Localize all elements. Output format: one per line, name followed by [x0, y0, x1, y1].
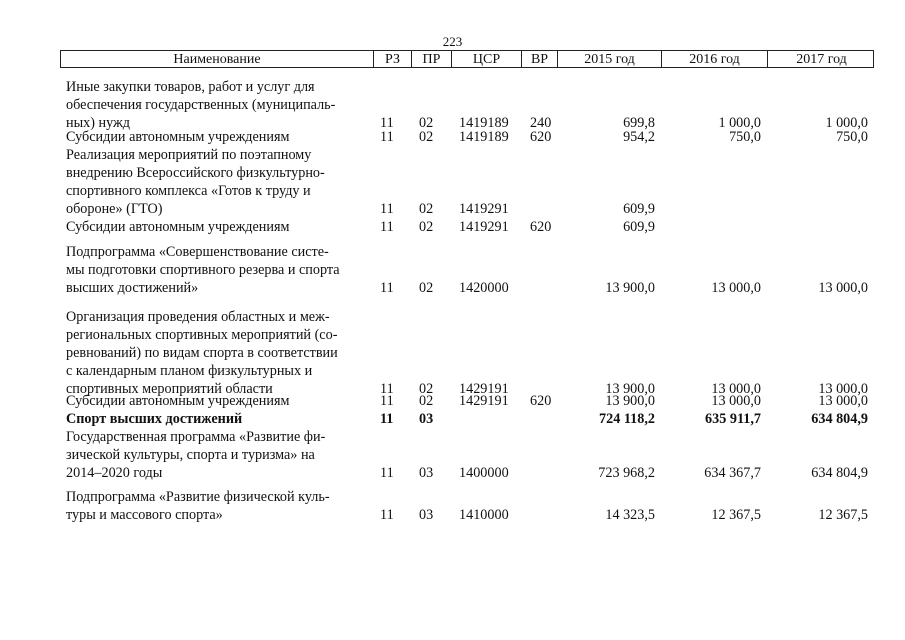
cell-vr: 620 [530, 129, 552, 145]
cell-y2017: 13 000,0 [818, 280, 868, 296]
row-name-line: региональных спортивных мероприятий (со- [66, 327, 338, 343]
cell-pr: 02 [419, 381, 434, 397]
cell-pr: 02 [419, 201, 434, 217]
cell-y2016: 635 911,7 [705, 411, 761, 427]
cell-rz: 11 [380, 201, 394, 217]
row-name [66, 410, 366, 428]
row-name-line: туры и массового спорта» [66, 507, 223, 523]
row-name-line: Субсидии автономным учреждениям [66, 393, 290, 409]
cell-rz: 11 [380, 507, 394, 523]
cell-y2015: 724 118,2 [599, 411, 655, 427]
row-name-line: Субсидии автономным учреждениям [66, 129, 290, 145]
row-name-line: Подпрограмма «Развитие физической куль- [66, 489, 330, 505]
cell-pr: 02 [419, 280, 434, 296]
cell-y2015: 13 900,0 [605, 393, 655, 409]
cell-y2015: 14 323,5 [605, 507, 655, 523]
row-name-line: мы подготовки спортивного резерва и спорта [66, 262, 340, 278]
row-name [66, 128, 366, 146]
cell-y2015: 609,9 [623, 219, 655, 235]
row-name [66, 146, 366, 218]
cell-y2016: 1 000,0 [718, 115, 761, 131]
cell-csr: 1410000 [459, 507, 509, 523]
cell-rz: 11 [380, 129, 394, 145]
header-name: Наименование [61, 51, 374, 67]
cell-y2016: 13 000,0 [711, 393, 761, 409]
cell-y2017: 634 804,9 [811, 411, 868, 427]
cell-vr: 620 [530, 393, 552, 409]
cell-y2017: 13 000,0 [818, 393, 868, 409]
header-rz: РЗ [374, 51, 412, 67]
row-name-line: Государственная программа «Развитие фи- [66, 429, 326, 445]
row-name [66, 78, 366, 132]
cell-rz: 11 [380, 381, 394, 397]
row-name-line: спортивного комплекса «Готов к труду и [66, 183, 311, 199]
cell-csr: 1400000 [459, 465, 509, 481]
row-name-line: ревнований) по видам спорта в соответствии [66, 345, 338, 361]
row-name-line: Реализация мероприятий по поэтапному [66, 147, 312, 163]
row-name-line: обеспечения государственных (муниципаль- [66, 97, 336, 113]
row-name-line: Спорт высших достижений [66, 411, 243, 427]
cell-pr: 03 [419, 507, 434, 523]
row-name [66, 488, 366, 524]
cell-y2016: 13 000,0 [711, 280, 761, 296]
row-name-line: внедрению Всероссийского физкультурно- [66, 165, 325, 181]
cell-y2017: 12 367,5 [818, 507, 868, 523]
row-name [66, 428, 366, 482]
cell-csr: 1420000 [459, 280, 509, 296]
cell-csr: 1429191 [459, 393, 509, 409]
row-name-line: с календарным планом физкультурных и [66, 363, 313, 379]
cell-rz: 11 [380, 115, 394, 131]
cell-y2015: 699,8 [623, 115, 655, 131]
cell-csr: 1429191 [459, 381, 509, 397]
cell-y2016: 13 000,0 [711, 381, 761, 397]
cell-csr: 1419189 [459, 129, 509, 145]
header-vr: ВР [522, 51, 558, 67]
row-name [66, 218, 366, 236]
cell-pr: 03 [419, 411, 434, 427]
row-name-line: зической культуры, спорта и туризма» на [66, 447, 315, 463]
row-name-line: спортивных мероприятий области [66, 381, 273, 397]
row-name [66, 308, 366, 398]
cell-y2016: 634 367,7 [704, 465, 761, 481]
row-name [66, 392, 366, 410]
row-name-line: Организация проведения областных и меж- [66, 309, 330, 325]
cell-y2015: 13 900,0 [605, 280, 655, 296]
cell-y2016: 750,0 [729, 129, 761, 145]
cell-csr: 1419291 [459, 201, 509, 217]
cell-y2015: 954,2 [623, 129, 655, 145]
cell-y2017: 750,0 [836, 129, 868, 145]
row-name-line: Подпрограмма «Совершенствование систе- [66, 244, 329, 260]
header-pr: ПР [412, 51, 452, 67]
cell-y2016: 12 367,5 [711, 507, 761, 523]
cell-y2015: 723 968,2 [598, 465, 655, 481]
cell-rz: 11 [380, 465, 394, 481]
cell-rz: 11 [380, 411, 394, 427]
row-name [66, 243, 366, 297]
row-name-line: ных) нужд [66, 115, 131, 131]
page-number: 223 [442, 34, 463, 49]
header-csr: ЦСР [452, 51, 522, 67]
header-2016: 2016 год [662, 51, 768, 67]
cell-csr: 1419189 [459, 115, 509, 131]
row-name-line: Субсидии автономным учреждениям [66, 219, 290, 235]
cell-y2017: 634 804,9 [811, 465, 868, 481]
cell-pr: 02 [419, 129, 434, 145]
row-name-line: 2014–2020 годы [66, 465, 163, 481]
cell-y2015: 609,9 [623, 201, 655, 217]
cell-pr: 02 [419, 393, 434, 409]
cell-vr: 620 [530, 219, 552, 235]
row-name-line: высших достижений» [66, 280, 199, 296]
cell-csr: 1419291 [459, 219, 509, 235]
header-2015: 2015 год [558, 51, 662, 67]
cell-rz: 11 [380, 280, 394, 296]
row-name-line: обороне» (ГТО) [66, 201, 163, 217]
cell-rz: 11 [380, 393, 394, 409]
cell-y2017: 1 000,0 [825, 115, 868, 131]
cell-y2015: 13 900,0 [605, 381, 655, 397]
cell-y2017: 13 000,0 [818, 381, 868, 397]
cell-pr: 03 [419, 465, 434, 481]
row-name-line: Иные закупки товаров, работ и услуг для [66, 79, 315, 95]
table-header [60, 50, 874, 68]
cell-rz: 11 [380, 219, 394, 235]
header-2017: 2017 год [796, 52, 847, 67]
cell-vr: 240 [530, 115, 552, 131]
cell-pr: 02 [419, 219, 434, 235]
cell-pr: 02 [419, 115, 434, 131]
